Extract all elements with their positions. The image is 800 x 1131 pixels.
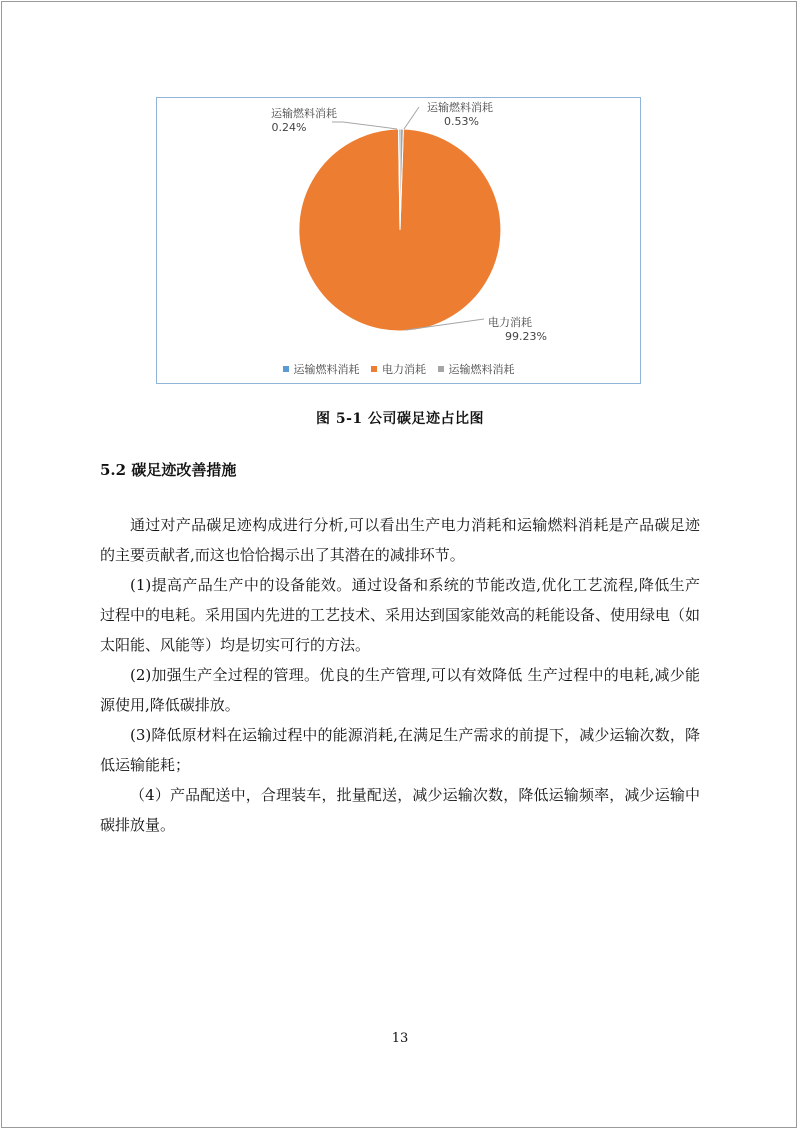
pie-label-name-2: 运输燃料消耗 <box>271 107 337 120</box>
figure-caption: 图 5-1 公司碳足迹占比图 <box>315 411 485 427</box>
legend-label-electricity: 电力消耗 <box>382 363 426 376</box>
paragraph-measure-2: (2)加强生产全过程的管理。优良的生产管理,可以有效降低 生产过程中的电耗,减少能源使用,降低碳排放。 <box>100 666 700 714</box>
page-number: 13 <box>391 1031 409 1046</box>
pie-chart <box>156 97 641 384</box>
pie-label-name-0: 运输燃料消耗 <box>427 101 493 114</box>
pie-chart-canvas <box>157 98 642 385</box>
legend-label-transport-b: 运输燃料消耗 <box>448 363 515 376</box>
legend-swatch-electricity <box>371 366 377 372</box>
legend-item-transport-a <box>283 361 360 377</box>
paragraph-measure-3: (3)降低原材料在运输过程中的能源消耗,在满足生产需求的前提下，减少运输次数，降低运输能耗； <box>100 726 700 774</box>
pie-label-name-1: 电力消耗 <box>488 316 532 329</box>
legend-swatch-transport-a <box>283 366 289 372</box>
legend-label-transport-a: 运输燃料消耗 <box>293 363 360 376</box>
pie-leader-line-0 <box>404 107 419 129</box>
legend-item-electricity <box>371 361 426 377</box>
legend-swatch-transport-b <box>438 366 444 372</box>
chart-legend <box>157 361 640 377</box>
pie-label-value-0: 0.53% <box>444 115 479 128</box>
pie-label-value-1: 99.23% <box>505 330 547 343</box>
paragraph-measure-4: （4）产品配送中，合理装车，批量配送，减少运输次数，降低运输频率，减少运输中碳排放量。 <box>100 786 700 834</box>
section-heading: 5.2 碳足迹改善措施 <box>100 461 237 479</box>
pie-leader-line-2 <box>332 122 397 129</box>
paragraph-measure-1: (1)提高产品生产中的设备能效。通过设备和系统的节能改造,优化工艺流程,降低生产过程中的电耗。采用国内先进的工艺技术、采用达到国家能效高的耗能设备、使用绿电（如太阳能、风能等）均是切实可行的方法。 <box>100 576 701 654</box>
pie-label-value-2: 0.24% <box>271 121 307 134</box>
legend-item-transport-b <box>438 361 515 377</box>
paragraph-intro: 通过对产品碳足迹构成进行分析,可以看出生产电力消耗和运输燃料消耗是产品碳足迹的主要贡献者,而这也恰恰揭示出了其潜在的减排环节。 <box>100 516 700 564</box>
